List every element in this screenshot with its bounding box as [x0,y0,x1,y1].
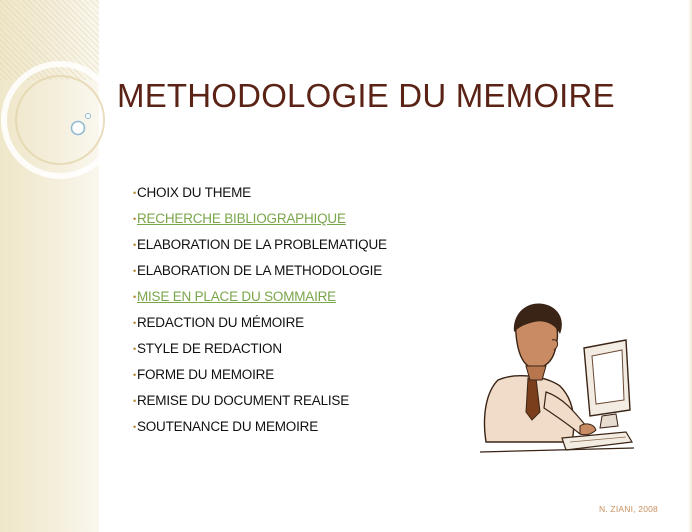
right-edge-shadow [688,0,692,532]
footer-credit: N. ZIANI, 2008 [598,504,658,514]
bullet-item [133,182,387,208]
bullet-marker: • [133,318,136,328]
bullet-text: FORME DU MEMOIRE [136,367,275,382]
bullet-marker: • [133,240,136,250]
bullet-marker: • [133,344,136,354]
bullet-item [133,312,387,338]
bullet-text: SOUTENANCE DU MEMOIRE [136,419,319,434]
bullet-list [133,182,387,442]
bullet-item [133,338,387,364]
bullet-item [133,416,387,442]
bullet-text: STYLE DE REDACTION [136,341,282,356]
bullet-item [133,390,387,416]
bullet-marker: • [133,396,136,406]
bullet-text: REDACTION DU MÉMOIRE [136,315,304,330]
bullet-marker: • [133,188,136,198]
bullet-link[interactable]: RECHERCHE BIBLIOGRAPHIQUE [136,211,346,226]
bullet-text: REMISE DU DOCUMENT REALISE [136,393,350,408]
bullet-marker: • [133,266,136,276]
bullet-item[interactable] [133,208,387,234]
bullet-marker: • [133,370,136,380]
bullet-item [133,260,387,286]
bullet-text: ELABORATION DE LA METHODOLOGIE [136,263,383,278]
bullet-link[interactable]: MISE EN PLACE DU SOMMAIRE [136,289,336,304]
bullet-marker: • [133,292,136,302]
bullet-item [133,364,387,390]
bullet-text: CHOIX DU THEME [136,185,251,200]
person-at-computer-icon [476,292,636,462]
bullet-item[interactable] [133,286,387,312]
circle-decoration [0,0,140,240]
bullet-marker: • [133,422,136,432]
slide-title: METHODOLOGIE DU MEMOIRE [117,77,615,114]
bullet-marker: • [133,214,136,224]
bullet-text: ELABORATION DE LA PROBLEMATIQUE [136,237,387,252]
bullet-item [133,234,387,260]
